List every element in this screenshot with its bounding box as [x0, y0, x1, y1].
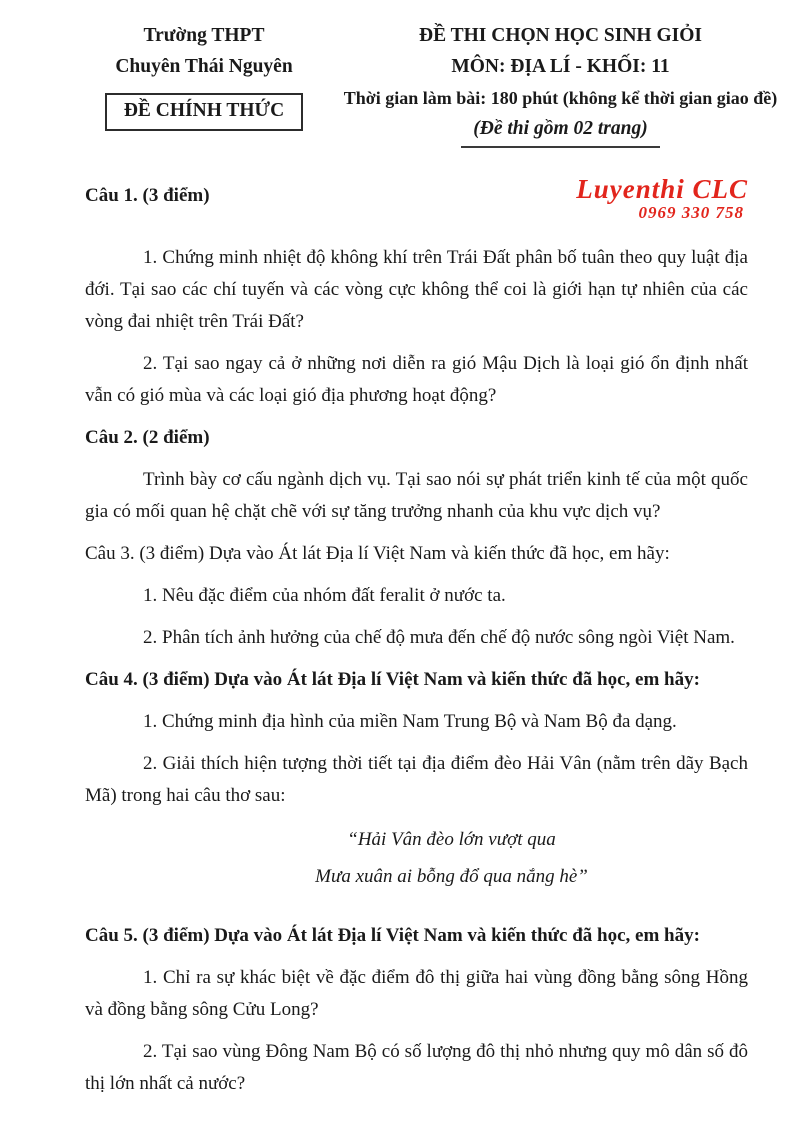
question-3-heading: Câu 3. (3 điểm) Dựa vào Át lát Địa lí Việt Nam và kiến thức đã học, em hãy: [85, 543, 670, 564]
school-name-line2: Chuyên Thái Nguyên [115, 56, 293, 77]
question-4-heading: Câu 4. (3 điểm) Dựa vào Át lát Địa lí Việt Nam và kiến thức đã học, em hãy: [85, 669, 700, 690]
question-5-heading: Câu 5. (3 điểm) Dựa vào Át lát Địa lí Việt Nam và kiến thức đã học, em hãy: [85, 925, 700, 946]
luyenthi-clc-watermark [576, 176, 748, 221]
school-name-line1: Trường THPT [143, 25, 265, 46]
official-exam-label: ĐỀ CHÍNH THỨC [123, 100, 285, 121]
watermark-phone-number: 0969 330 758 [638, 203, 744, 222]
exam-duration-line: Thời gian làm bài: 180 phút (không kể thời gian giao đề) [343, 88, 778, 108]
pages-note: (Đề thi gồm 02 trang) [461, 116, 659, 148]
document-header [0, 0, 800, 148]
school-block [90, 20, 318, 148]
pages-note-wrap [328, 116, 793, 148]
question-4-part-1: 1. Chứng minh địa hình của miền Nam Trung Bộ và Nam Bộ đa dạng. [143, 711, 677, 732]
question-1-heading: Câu 1. (3 điểm) [85, 185, 210, 206]
question-4-part-2: 2. Giải thích hiện tượng thời tiết tại địa điểm đèo Hải Vân (nằm trên dãy Bạch Mã) trong hai câu thơ sau: [85, 753, 748, 806]
question-5-part-2: 2. Tại sao vùng Đông Nam Bộ có số lượng đô thị nhỏ nhưng quy mô dân số đô thị lớn nhất cả nước? [85, 1041, 748, 1094]
exam-questions [85, 180, 748, 1100]
question-3-part-1: 1. Nêu đặc điểm của nhóm đất feralit ở nước ta. [143, 585, 506, 606]
question-5-part-1: 1. Chỉ ra sự khác biệt về đặc điểm đô thị giữa hai vùng đồng bằng sông Hồng và đồng bằng sông Cửu Long? [85, 967, 748, 1020]
watermark-brand-text: Luyenthi CLC [576, 174, 748, 204]
question-2-text: Trình bày cơ cấu ngành dịch vụ. Tại sao nói sự phát triển kinh tế của một quốc gia có mối quan hệ chặt chẽ với sự tăng trưởng nhanh của khu vực dịch vụ? [85, 469, 748, 522]
subject-grade-line: MÔN: ĐỊA LÍ - KHỐI: 11 [451, 56, 670, 77]
exam-title-block [328, 20, 793, 148]
poem-line-2: Mưa xuân ai bỗng đổ qua nắng hè” [315, 866, 588, 887]
poem-line-1: “Hải Vân đèo lớn vượt qua [347, 829, 556, 850]
question-1-part-2: 2. Tại sao ngay cả ở những nơi diễn ra gió Mậu Dịch là loại gió ổn định nhất vẫn có gió mùa và các loại gió địa phương hoạt động? [85, 353, 748, 406]
question-3-part-2: 2. Phân tích ảnh hưởng của chế độ mưa đến chế độ nước sông ngòi Việt Nam. [143, 627, 735, 648]
exam-title: ĐỀ THI CHỌN HỌC SINH GIỎI [419, 25, 702, 46]
poem-quote [85, 822, 748, 894]
question-1-part-1: 1. Chứng minh nhiệt độ không khí trên Trái Đất phân bố tuân theo quy luật địa đới. Tại sao các chí tuyến và các vòng cực không thể coi là giới hạn tự nhiên của các vòng đai nhiệt trên Trái Đất? [85, 247, 748, 332]
official-exam-box [105, 93, 303, 131]
question-2-heading: Câu 2. (2 điểm) [85, 427, 210, 448]
